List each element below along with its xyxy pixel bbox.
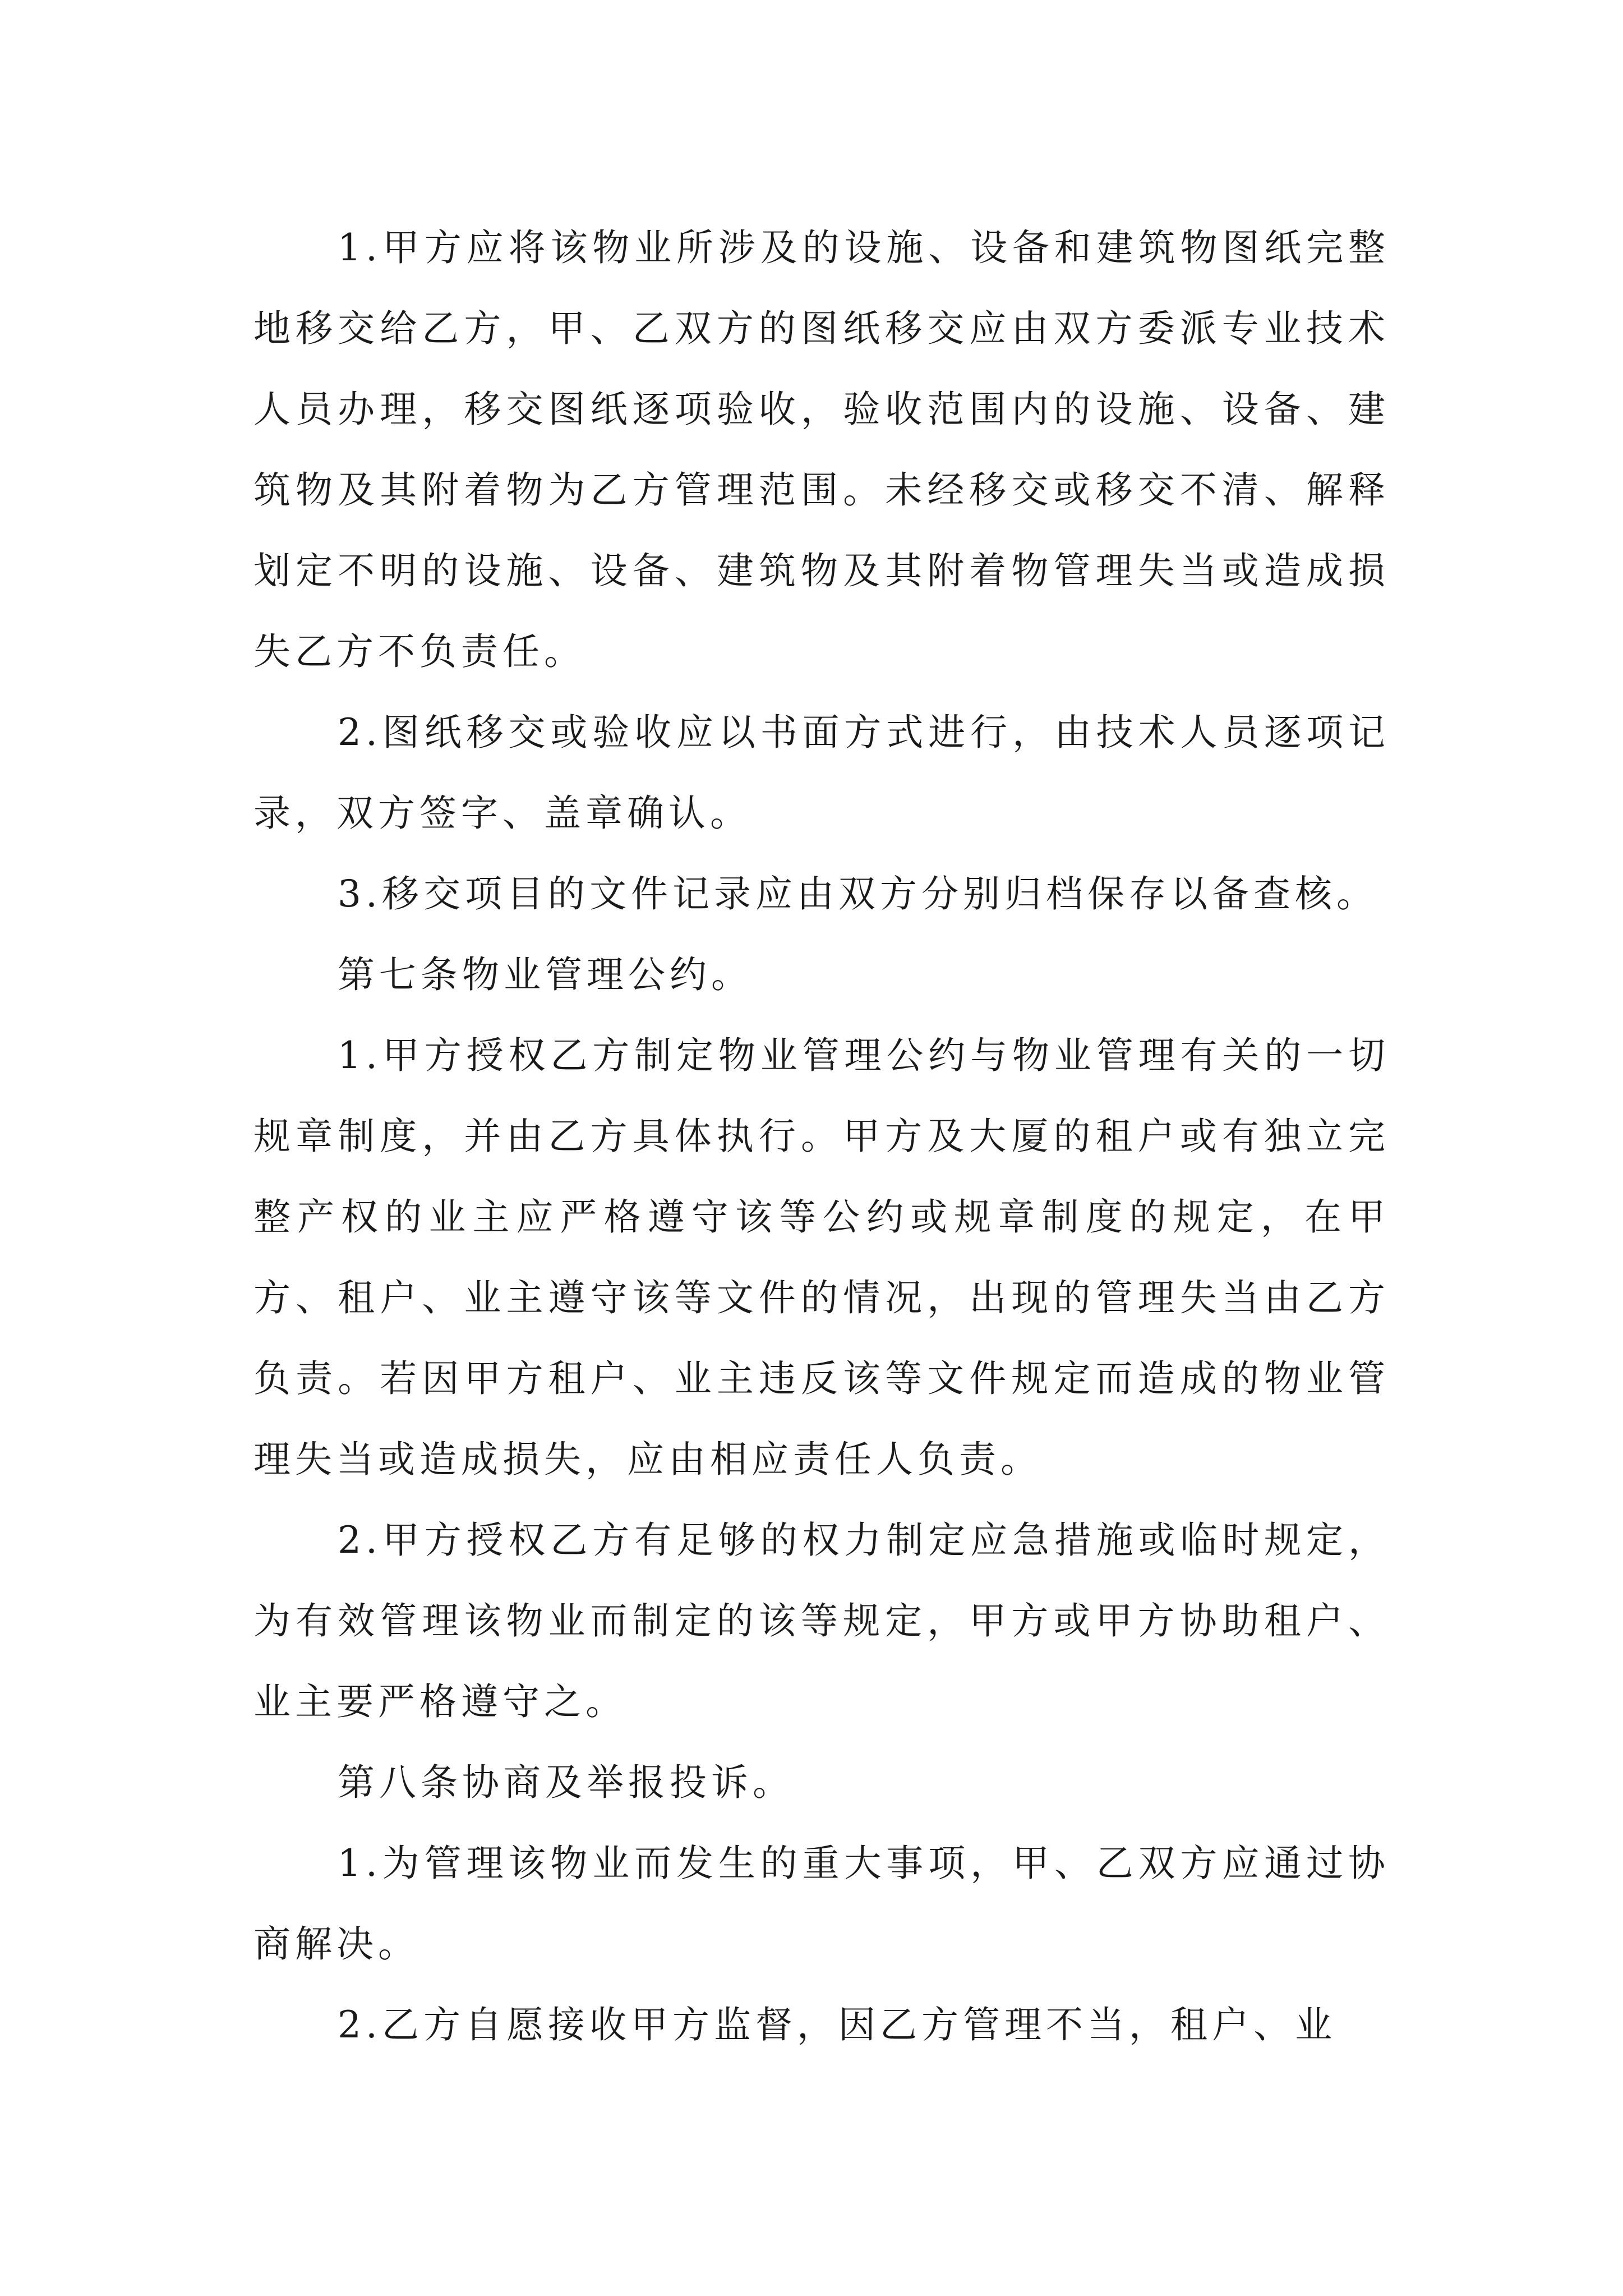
paragraph-file-archiving: 3.移交项目的文件记录应由双方分别归档保存以备查核。 (338, 872, 1378, 915)
paragraph-consultation: 1.为管理该物业而发生的重大事项，甲、乙双方应通过协商解决。 (253, 1842, 1390, 1966)
article-7-heading: 第七条物业管理公约。 (338, 953, 753, 996)
paragraph-management-rules: 1.甲方授权乙方制定物业管理公约与物业管理有关的一切规章制度，并由乙方具体执行。甲方及大厦的租户或有独立完整产权的业主应严格遵守该等公约或规章制度的规定，在甲方、租户、业主遵守该等文件的情况，出现的管理失当由乙方负责。若因甲方租户、业主违反该等文件规定而造成的物业管理失当或造成损失，应由相应责任人负责。 (253, 1034, 1390, 1481)
paragraph-supervision: 2.乙方自愿接收甲方监督，因乙方管理不当，租户、业 (338, 2003, 1336, 2046)
document-page (253, 208, 1390, 2065)
paragraph-drawings-handover: 1.甲方应将该物业所涉及的设施、设备和建筑物图纸完整地移交给乙方，甲、乙双方的图纸移交应由双方委派专业技术人员办理，移交图纸逐项验收，验收范围内的设施、设备、建筑物及其附着物为乙方管理范围。未经移交或移交不清、解释划定不明的设施、设备、建筑物及其附着物管理失当或造成损失乙方不负责任。 (253, 226, 1390, 673)
paragraph-emergency-measures: 2.甲方授权乙方有足够的权力制定应急措施或临时规定，为有效管理该物业而制定的该等规定，甲方或甲方协助租户、业主要严格遵守之。 (253, 1519, 1390, 1723)
article-8-heading: 第八条协商及举报投诉。 (338, 1761, 794, 1804)
paragraph-written-acceptance: 2.图纸移交或验收应以书面方式进行，由技术人员逐项记录，双方签字、盖章确认。 (253, 711, 1390, 835)
